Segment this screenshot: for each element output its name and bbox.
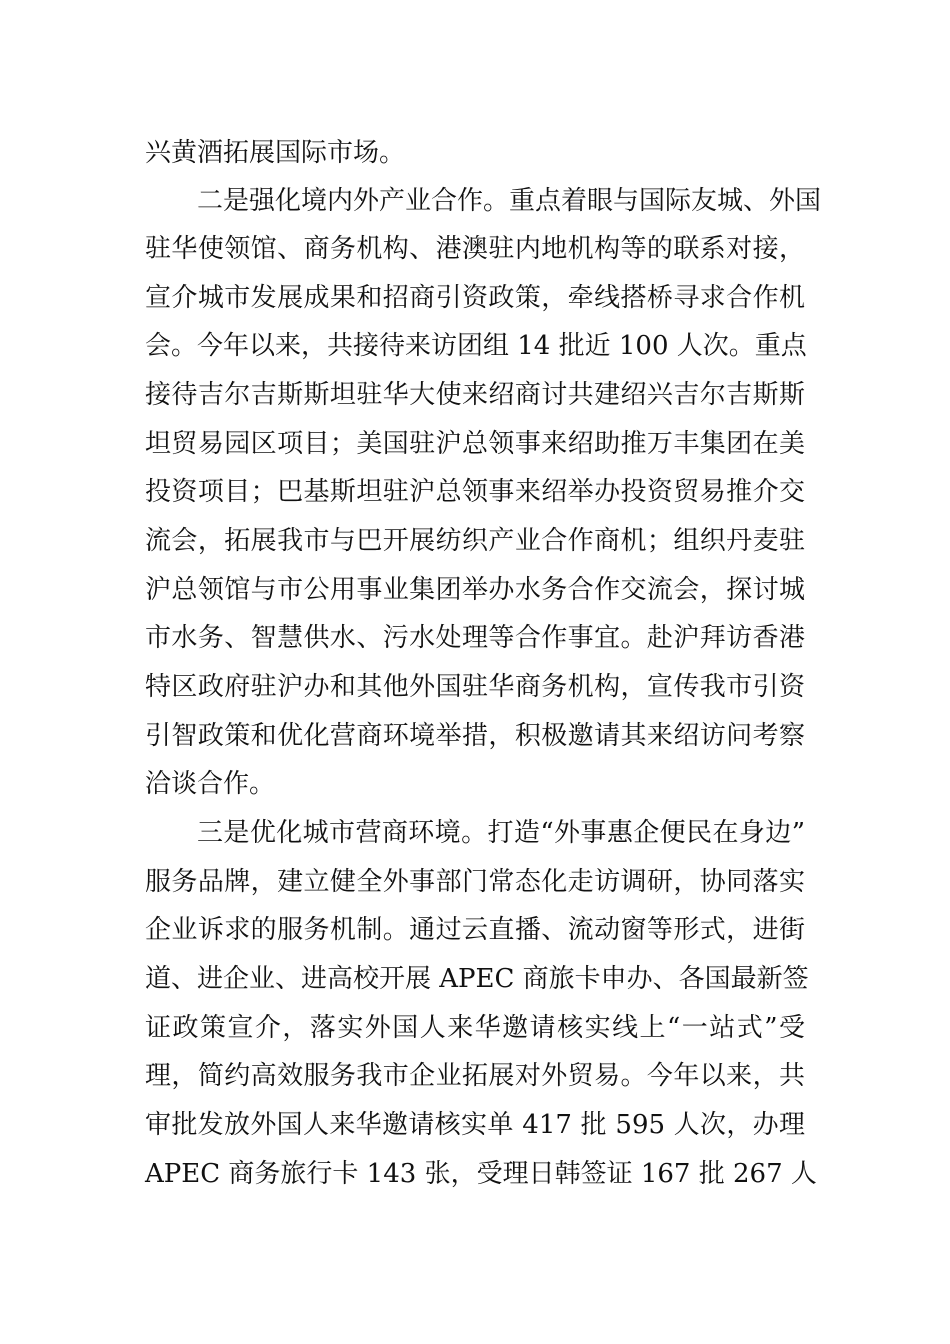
text-line: 宣介城市发展成果和招商引资政策，牵线搭桥寻求合作机 — [145, 283, 805, 313]
text-line: 服务品牌，建立健全外事部门常态化走访调研，协同落实 — [145, 867, 805, 897]
text-line: 特区政府驻沪办和其他外国驻华商务机构，宣传我市引资 — [145, 672, 805, 702]
text-line: 企业诉求的服务机制。通过云直播、流动窗等形式，进街 — [145, 915, 805, 945]
text-line: 兴黄酒拓展国际市场。 — [145, 138, 406, 168]
text-line: 理，简约高效服务我市企业拓展对外贸易。今年以来，共 — [145, 1061, 805, 1091]
text-line: 接待吉尔吉斯斯坦驻华大使来绍商讨共建绍兴吉尔吉斯斯 — [145, 380, 805, 410]
paragraph-2-first-line: 二是强化境内外产业合作。重点着眼与国际友城、外国 — [197, 186, 822, 216]
text-line: 沪总领馆与市公用事业集团举办水务合作交流会，探讨城 — [145, 575, 805, 605]
text-line: 引智政策和优化营商环境举措，积极邀请其来绍访问考察 — [145, 721, 805, 751]
text-line: 洽谈合作。 — [145, 769, 276, 799]
text-line: 驻华使领馆、商务机构、港澳驻内地机构等的联系对接， — [145, 234, 805, 264]
text-line: 流会，拓展我市与巴开展纺织产业合作商机；组织丹麦驻 — [145, 526, 805, 556]
text-line: 道、进企业、进高校开展 APEC 商旅卡申办、各国最新签 — [145, 964, 809, 994]
text-line: 投资项目；巴基斯坦驻沪总领事来绍举办投资贸易推介交 — [145, 477, 805, 507]
text-line: 坦贸易园区项目；美国驻沪总领事来绍助推万丰集团在美 — [145, 429, 805, 459]
text-line: 会。今年以来，共接待来访团组 14 批近 100 人次。重点 — [145, 331, 807, 361]
text-line: 审批发放外国人来华邀请核实单 417 批 595 人次，办理 — [145, 1110, 805, 1140]
text-line: APEC 商务旅行卡 143 张，受理日韩签证 167 批 267 人 — [145, 1159, 817, 1189]
paragraph-3-first-line: 三是优化城市营商环境。打造“外事惠企便民在身边” — [197, 818, 805, 848]
text-line: 市水务、智慧供水、污水处理等合作事宜。赴沪拜访香港 — [145, 623, 805, 653]
text-line: 证政策宣介，落实外国人来华邀请核实线上“一站式”受 — [145, 1013, 805, 1043]
